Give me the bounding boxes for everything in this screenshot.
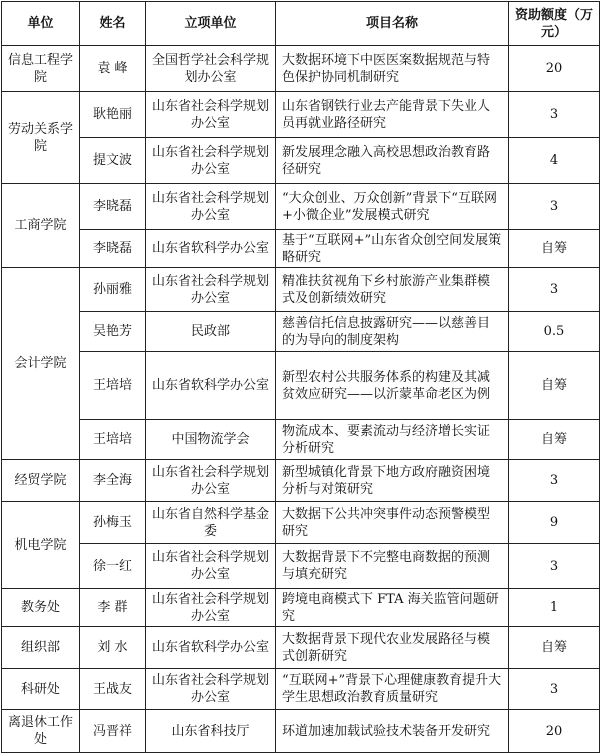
org-cell: 山东省社会科学规划办公室 — [146, 460, 276, 502]
table-row — [2, 502, 600, 544]
name-cell: 提文波 — [80, 138, 146, 184]
name-cell: 冯晋祥 — [80, 710, 146, 753]
title-cell: “互联网+”背景下心理健康教育提升大学生思想政治教育质量研究 — [276, 669, 509, 710]
amount-cell: 3 — [509, 92, 600, 138]
amount-cell: 自筹 — [509, 420, 600, 460]
org-cell: 全国哲学社会科学规划办公室 — [146, 46, 276, 92]
dept-cell: 劳动关系学院 — [2, 92, 80, 184]
title-cell: 慈善信托信息披露研究——以慈善目的为导向的制度架构 — [276, 312, 509, 352]
table-row — [2, 544, 600, 589]
org-cell: 山东省社会科学规划办公室 — [146, 589, 276, 627]
org-cell: 山东省软科学办公室 — [146, 352, 276, 420]
amount-cell: 自筹 — [509, 352, 600, 420]
org-cell: 山东省社会科学规划办公室 — [146, 669, 276, 710]
header-name: 姓名 — [80, 2, 146, 46]
title-cell: 大数据环境下中医医案数据规范与特色保护协同机制研究 — [276, 46, 509, 92]
dept-cell: 信息工程学院 — [2, 46, 80, 92]
org-cell: 山东省自然科学基金委 — [146, 502, 276, 544]
funding-table — [1, 1, 600, 753]
table-row — [2, 184, 600, 230]
table-row — [2, 669, 600, 710]
title-cell: 山东省钢铁行业去产能背景下失业人员再就业路径研究 — [276, 92, 509, 138]
org-cell: 中国物流学会 — [146, 420, 276, 460]
name-cell: 孙丽雅 — [80, 268, 146, 312]
title-cell: 基于“互联网+”山东省众创空间发展策略研究 — [276, 230, 509, 268]
table-row — [2, 710, 600, 753]
title-cell: 物流成本、要素流动与经济增长实证分析研究 — [276, 420, 509, 460]
header-dept: 单位 — [2, 2, 80, 46]
dept-cell: 机电学院 — [2, 502, 80, 589]
header-title: 项目名称 — [276, 2, 509, 46]
table-row — [2, 589, 600, 627]
org-cell: 山东省软科学办公室 — [146, 627, 276, 669]
table-row — [2, 46, 600, 92]
table-row — [2, 420, 600, 460]
name-cell: 李全海 — [80, 460, 146, 502]
title-cell: 大数据背景下不完整电商数据的预测与填充研究 — [276, 544, 509, 589]
name-cell: 王培培 — [80, 420, 146, 460]
name-cell: 李 群 — [80, 589, 146, 627]
amount-cell: 1 — [509, 589, 600, 627]
title-cell: 新发展理念融入高校思想政治教育路径研究 — [276, 138, 509, 184]
dept-cell: 会计学院 — [2, 268, 80, 460]
amount-cell: 3 — [509, 268, 600, 312]
name-cell: 耿艳丽 — [80, 92, 146, 138]
name-cell: 王战友 — [80, 669, 146, 710]
amount-cell: 20 — [509, 46, 600, 92]
org-cell: 山东省社会科学规划办公室 — [146, 138, 276, 184]
amount-cell: 3 — [509, 669, 600, 710]
amount-cell: 9 — [509, 502, 600, 544]
org-cell: 山东省科技厅 — [146, 710, 276, 753]
name-cell: 李晓磊 — [80, 184, 146, 230]
name-cell: 孙梅玉 — [80, 502, 146, 544]
amount-cell: 0.5 — [509, 312, 600, 352]
amount-cell: 4 — [509, 138, 600, 184]
amount-cell: 3 — [509, 184, 600, 230]
table-row — [2, 230, 600, 268]
org-cell: 山东省社会科学规划办公室 — [146, 184, 276, 230]
header-org: 立项单位 — [146, 2, 276, 46]
amount-cell: 3 — [509, 460, 600, 502]
org-cell: 山东省社会科学规划办公室 — [146, 544, 276, 589]
dept-cell: 组织部 — [2, 627, 80, 669]
name-cell: 吴艳芳 — [80, 312, 146, 352]
table-row — [2, 92, 600, 138]
table-body — [2, 46, 600, 753]
table-row — [2, 627, 600, 669]
org-cell: 山东省社会科学规划办公室 — [146, 92, 276, 138]
dept-cell: 工商学院 — [2, 184, 80, 268]
amount-cell: 自筹 — [509, 230, 600, 268]
table-row — [2, 352, 600, 420]
title-cell: 环道加速加载试验技术装备开发研究 — [276, 710, 509, 753]
title-cell: 大数据背景下现代农业发展路径与模式创新研究 — [276, 627, 509, 669]
amount-cell: 20 — [509, 710, 600, 753]
name-cell: 袁 峰 — [80, 46, 146, 92]
title-cell: 跨境电商模式下 FTA 海关监管问题研究 — [276, 589, 509, 627]
org-cell: 山东省社会科学规划办公室 — [146, 268, 276, 312]
table-row — [2, 312, 600, 352]
dept-cell: 科研处 — [2, 669, 80, 710]
name-cell: 刘 水 — [80, 627, 146, 669]
title-cell: 大数据下公共冲突事件动态预警模型研究 — [276, 502, 509, 544]
name-cell: 王培培 — [80, 352, 146, 420]
header-row — [2, 2, 600, 46]
org-cell: 民政部 — [146, 312, 276, 352]
table-row — [2, 268, 600, 312]
name-cell: 徐一红 — [80, 544, 146, 589]
table-row — [2, 460, 600, 502]
org-cell: 山东省软科学办公室 — [146, 230, 276, 268]
amount-cell: 3 — [509, 544, 600, 589]
title-cell: 精准扶贫视角下乡村旅游产业集群模式及创新绩效研究 — [276, 268, 509, 312]
title-cell: 新型农村公共服务体系的构建及其减贫效应研究——以沂蒙革命老区为例 — [276, 352, 509, 420]
name-cell: 李晓磊 — [80, 230, 146, 268]
title-cell: 新型城镇化背景下地方政府融资困境分析与对策研究 — [276, 460, 509, 502]
title-cell: “大众创业、万众创新”背景下“互联网+小微企业”发展模式研究 — [276, 184, 509, 230]
table-row — [2, 138, 600, 184]
amount-cell: 自筹 — [509, 627, 600, 669]
dept-cell: 离退休工作处 — [2, 710, 80, 753]
dept-cell: 教务处 — [2, 589, 80, 627]
header-amount: 资助额度（万元） — [509, 2, 600, 46]
dept-cell: 经贸学院 — [2, 460, 80, 502]
